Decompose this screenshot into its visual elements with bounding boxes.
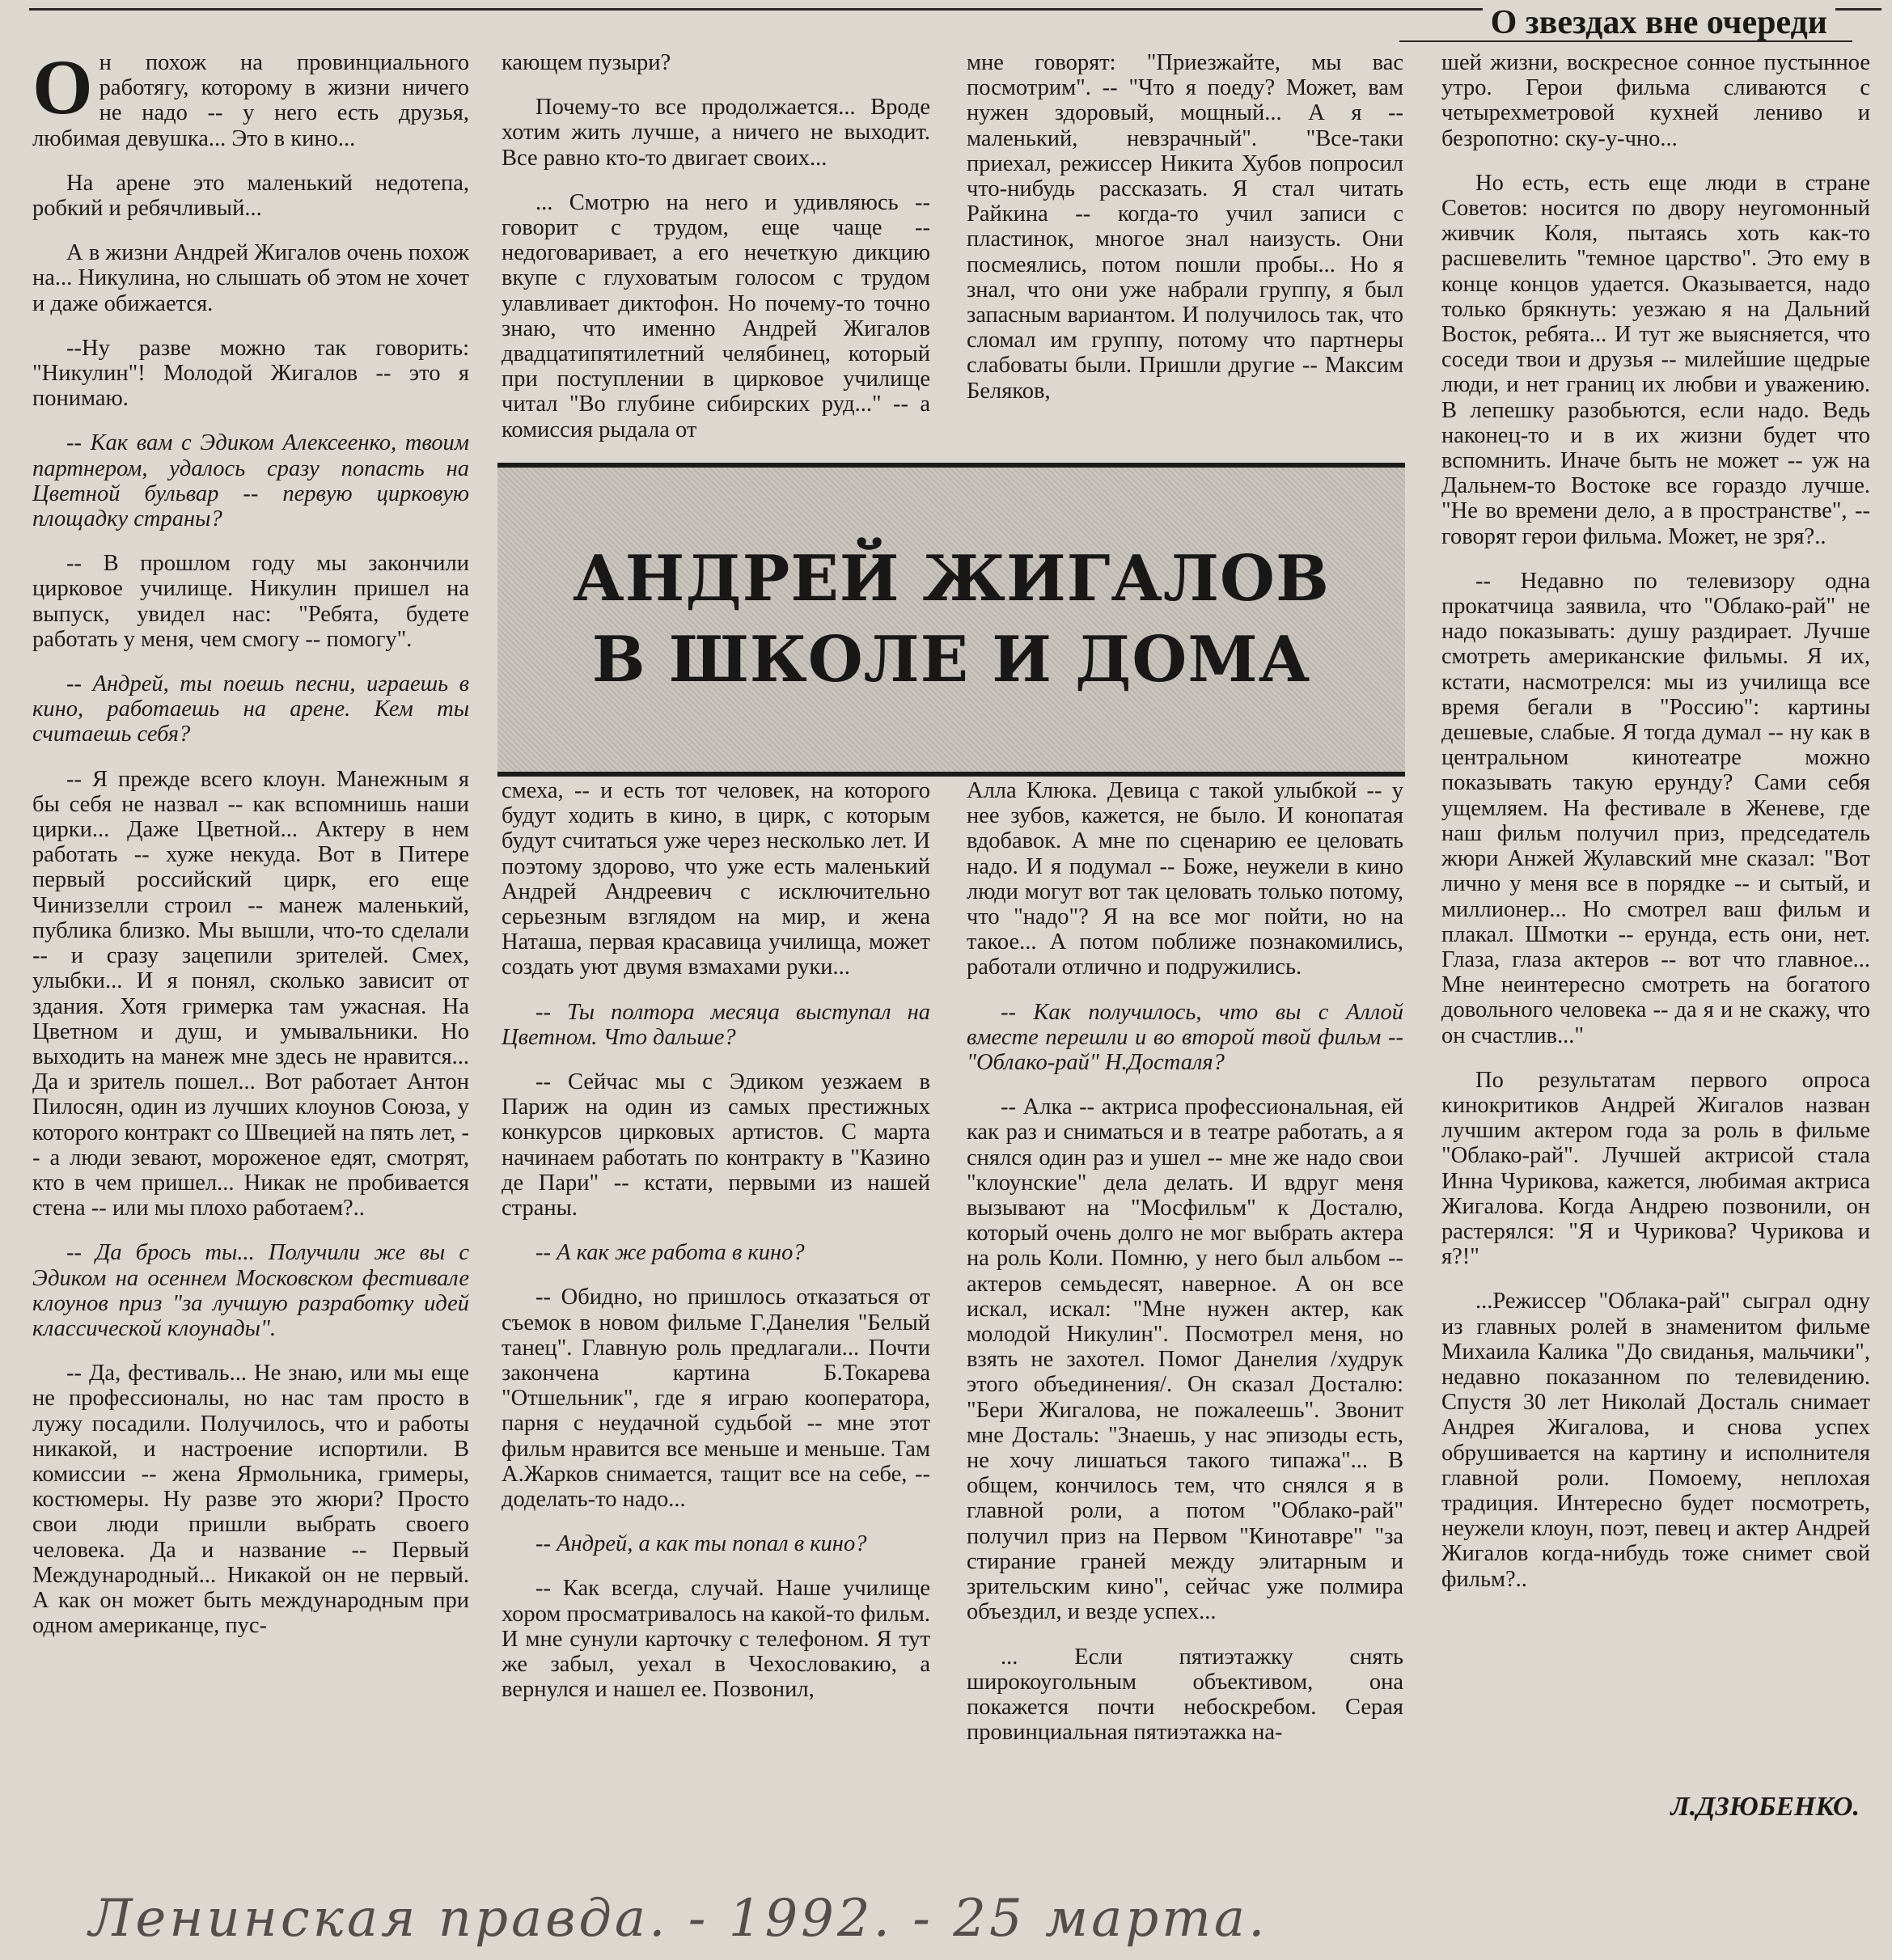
paragraph [32, 336, 469, 412]
paragraph-text: Но есть, есть еще люди в стране Советов: носится по двору неугомонный живчик Коля, пытаясь хоть как-то расшевелить "темное царство". Это ему в конце концов удается. Оказывается, надо только брякнуть: уезжаю я на Дальний Восток, ребята... И тут же выясняется, что соседи твои и друзья -- милейшие щедрые люди, и нет границ их любви и уважению. В лепешку разобьются, если надо. Ведь наконец-то и в их жизни будет что вспомнить. Иначе быть не может -- уж на Дальнем-то Востоке все гораздо лучше. "Не во времени дело, а в пространстве", -- говорят герои фильма. Может, не зря?.. [1441, 170, 1870, 549]
paragraph [502, 1000, 930, 1050]
paragraph-text: Алла Клюка. Девица с такой улыбкой -- у нее зубов, кажется, не было. И конопатая вдобавок. А мне по сценарию ее целовать надо. И я подумал -- Боже, неужели в кино люди могут вот так целовать только потому, что "надо"? Я на все мог пойти, но на такое... А потом поближе познакомились, работали отлично и подружились. [967, 778, 1403, 980]
paragraph [1441, 1289, 1870, 1591]
paragraph [967, 1000, 1403, 1076]
article-column-2-top [502, 50, 930, 462]
paragraph-text: смеха, -- и есть тот человек, на которого будут ходить в кино, в цирк, с которым будут считаться уже через несколько лет. И поэтому здорово, что уже есть маленький Андрей Андреевич с исключительно серьезным взглядом на мир, и жена Наташа, первая красавица училища, может создать уют двумя взмахами руки... [502, 778, 930, 980]
paragraph [32, 1361, 469, 1638]
article-column-2-bottom [502, 778, 930, 1722]
paragraph-text: --Ну разве можно так говорить: "Никулин"! Молодой Жигалов -- это я понимаю. [32, 335, 469, 412]
author-signature: Л.ДЗЮБЕНКО. [1670, 1792, 1860, 1822]
article-column-3-bottom [967, 778, 1403, 1764]
paragraph [32, 767, 469, 1221]
paragraph [967, 778, 1403, 980]
article-column-1 [32, 44, 469, 1657]
paragraph [967, 1094, 1403, 1624]
paragraph-text: ... Если пятиэтажку снять широкоугольным объективом, она покажется почти небоскребом. Серая провинциальная пятиэтажка на- [967, 1644, 1403, 1746]
headline-line-1: АНДРЕЙ ЖИГАЛОВ [573, 542, 1330, 616]
paragraph [32, 430, 469, 531]
paragraph [967, 1645, 1403, 1746]
paragraph-text: -- А как же работа в кино? [535, 1240, 805, 1266]
paragraph [967, 50, 1403, 404]
paragraph [32, 1240, 469, 1341]
paragraph [32, 171, 469, 221]
paragraph-text: кающем пузыри? [502, 50, 671, 75]
handwritten-source-note: Ленинская правда. - 1992. - 25 марта. [89, 1889, 1268, 1949]
paragraph [32, 551, 469, 652]
paragraph [502, 1240, 930, 1265]
paragraph-text: н похож на провинциального работягу, которому в жизни ничего не надо -- у него есть друзья, любимая девушка... Это в кино... [32, 50, 469, 151]
paragraph-text: -- В прошлом году мы закончили цирковое училище. Никулин пришел на выпуск, увидел нас: "Ребята, будете работать у меня, чем смогу -- помогу". [32, 551, 469, 652]
paragraph-text: -- Ты полтора месяца выступал на Цветном. Что дальше? [502, 999, 930, 1050]
rubric-underline [1399, 40, 1852, 42]
paragraph-text: -- Алка -- актриса профессиональная, ей как раз и сниматься и в театре работать, а я снялся один раз и ушел -- мне же надо свои "клоунские" дела делать. И вдруг меня вызывают на "Мосфильм" к Досталю, который очень долго не мог выбрать актера на роль Коли. Помню, у него был альбом -- актеров семьдесят, наверное. А он все искал, искал: "Мне нужен актер, как молодой Никулин". Посмотрел меня, но взять не захотел. Помог Данелия /худрук этого объединения/. Он сказал Досталю: "Бери Жигалова, не пожалеешь". Звонит мне Досталь: "Знаешь, у нас эпизоды есть, не хочу лишаться такого типажа"... В общем, кончилось тем, что снялся я в главной роли, а потом "Облако-рай" получил приз на Первом "Кинотавре" "за стирание граней между элитарным и зрительским кино", сейчас уже полмира объездил, и везде успех... [967, 1094, 1403, 1625]
paragraph [32, 671, 469, 747]
paragraph-text: -- Сейчас мы с Эдиком уезжаем в Париж на один из самых престижных конкурсов цирковых артистов. С марта начинаем работать по контракту в "Казино де Пари" -- кстати, первыми из нашей страны. [502, 1069, 930, 1221]
paragraph-text: -- Андрей, а как ты попал в кино? [535, 1531, 867, 1557]
paragraph [1441, 50, 1870, 151]
article-column-4 [1441, 50, 1870, 1611]
paragraph-text: шей жизни, воскресное сонное пустынное утро. Герои фильма сливаются с четырехметровой кухней лениво и безропотно: ску-у-чно... [1441, 50, 1870, 151]
paragraph [1441, 1068, 1870, 1270]
headline-line-2: В ШКОЛЕ И ДОМА [591, 623, 1311, 696]
paragraph-text: -- Как получилось, что вы с Аллой вместе перешли и во второй твой фильм -- "Облако-рай" Н.Досталя? [967, 999, 1403, 1076]
paragraph-text: ...Режиссер "Облака-рай" сыграл одну из главных ролей в знаменитом фильме Михаила Калика "До свиданья, мальчики", недавно показанном по телевидению. Спустя 30 лет Николай Досталь снимает Андрея Жигалова, и снова успех обрушивается на картину и исполнителя главной роли. Помоему, неплохая традиция. Интересно будет посмотреть, неужели клоун, поэт, певец и актер Андрей Жигалов когда-нибудь тоже снимет свой фильм?.. [1441, 1289, 1870, 1592]
paragraph-text: А в жизни Андрей Жигалов очень похож на... Никулина, но слышать об этом не хочет и даже обижается. [32, 240, 469, 316]
paragraph [502, 1531, 930, 1556]
paragraph-text: -- Да брось ты... Получили же вы с Эдиком на осеннем Московском фестивале клоунов приз "за лучшую разработку идей классической клоунады". [32, 1240, 469, 1341]
drop-cap: О [32, 44, 93, 130]
paragraph [32, 240, 469, 316]
paragraph-text: -- Недавно по телевизору одна прокатчица заявила, что "Облако-рай" не надо показывать: душу раздирает. Лучше смотреть американские фильмы. Я их, кстати, насмотрелся: мы из училища все время бегали в "Россию": картины дешевые, слабые. Я тогда думал -- ну как в центральном кинотеатре можно показывать такую ерунду? Сами себя ущемляем. На фестивале в Женеве, где наш фильм получил приз, председатель жюри Анжей Жулавский мне сказал: "Вот лично у меня все в порядке -- и сытый, и миллионер... Но смотрел ваш фильм и плакал. Шмотки -- ерунда, есть они, нет. Глаза, глаза актеров -- вот что главное... Мне неинтересно смотреть на богатого довольного человека -- да я и не скажу, что он счастлив..." [1441, 568, 1870, 1048]
paragraph [502, 1576, 930, 1702]
article-column-3-top [967, 50, 1403, 423]
paragraph-text: Почему-то все продолжается... Вроде хотим жить лучше, а ничего не выходит. Все равно кто-то двигает своих... [502, 95, 930, 171]
paragraph [1441, 171, 1870, 549]
paragraph-text: мне говорят: "Приезжайте, мы вас посмотрим". -- "Что я поеду? Может, вам нужен здоровый, мощный... А я -- маленький, невзрачный". "Все-таки приехал, режиссер Никита Хубов попросил что-нибудь рассказать. Я стал читать Райкина -- когда-то учил записи с пластинок, многое знал наизусть. Они посмеялись, потом пошли пробы... Но я знал, что они уже набрали группу, я был запасным вариантом. И получилось так, что сломал им группу, потому что партнеры слабоваты были. Пришли другие -- Максим Беляков, [967, 50, 1403, 404]
paragraph-text: -- Как вам с Эдиком Алексеенко, твоим партнером, удалось сразу попасть на Цветной бульвар -- первую цирковую площадку страны? [32, 430, 469, 532]
paragraph [502, 778, 930, 980]
paragraph [502, 1069, 930, 1221]
paragraph-text: -- Я прежде всего клоун. Манежным я бы себя не назвал -- как вспомнишь наши цирки... Даже Цветной... Актеру в нем работать -- хуже некуда. Вот в Питере первый российский цирк, его еще Чиниззелли строил -- манеж маленький, публика близко. Мы вышли, что-то сделали -- и сразу зацепили зрителей. Смех, улыбки... И я понял, сколько зависит от здания. Хотя гримерка там ужасная. На Цветном и душ, и умывальники. Но выходить на манеж мне здесь не нравится... Да и зритель пошел... Вот работает Антон Пилосян, один из лучших клоунов Союза, у которого контракт со Швецией на пять лет, -- а люди зевают, мороженое едят, смотрят, кто в чем пришел... Никак не пробивается стена -- или мы плохо работаем?.. [32, 766, 469, 1221]
paragraph-text: -- Андрей, ты поешь песни, играешь в кино, работаешь на арене. Кем ты считаешь себя? [32, 671, 469, 747]
paragraph [502, 50, 930, 75]
paragraph-text: ... Смотрю на него и удивляюсь -- говорит с трудом, еще чаще -- недоговаривает, а его нечеткую дикцию вкупе с глуховатым голосом с трудом улавливает диктофон. Но почему-то точно знаю, что именно Андрей Жигалов двадцатипятилетний челябинец, который при поступлении в цирковое училище читал "Во глубине сибирских руд..." -- а комиссия рыдала от [502, 189, 930, 442]
paragraph-text: По результатам первого опроса кинокритиков Андрей Жигалов назван лучшим актером года за роль в фильме "Облако-рай". Лучшей актрисой стала Инна Чурикова, кажется, любимая актриса Жигалова. Когда Андрею позвонили, он растерялся: "Я и Чурикова? Чурикова и я?!" [1441, 1067, 1870, 1270]
headline-block [497, 463, 1405, 777]
rubric-title: О звездах вне очереди [1483, 3, 1835, 42]
paragraph [1441, 569, 1870, 1048]
paragraph [32, 44, 469, 151]
paragraph-text: На арене это маленький недотепа, робкий и ребячливый... [32, 170, 469, 222]
paragraph-text: -- Обидно, но пришлось отказаться от съемок в новом фильме Г.Данелия "Белый танец". Главную роль предлагали... Почти закончена картина Б.Токарева "Отшельник", где я играю кооператора, парня с неудачной судьбой -- мне этот фильм нравится все меньше и меньше. Там А.Жарков снимается, тащит все на себе, -- доделать-то надо... [502, 1285, 930, 1513]
paragraph [502, 190, 930, 442]
paragraph-text: -- Как всегда, случай. Наше училище хором просматривалось на какой-то фильм. И мне сунули карточку с телефоном. Я тут же забыл, уехал в Чехословакию, а вернулся и нашел ее. Позвонил, [502, 1576, 930, 1703]
paragraph [502, 1285, 930, 1512]
paragraph [502, 95, 930, 171]
paragraph-text: -- Да, фестиваль... Не знаю, или мы еще не профессионалы, но нас там просто в лужу посадили. Получилось, что и работы никакой, и настроение испортили. В комиссии -- жена Ярмольника, гримеры, костюмеры. Ну разве это жюри? Просто свои люди пришли выбрать своего человека. Да и название -- Первый Международный... Никакой он не первый. А как он может быть международным при одном американце, пус- [32, 1361, 469, 1639]
